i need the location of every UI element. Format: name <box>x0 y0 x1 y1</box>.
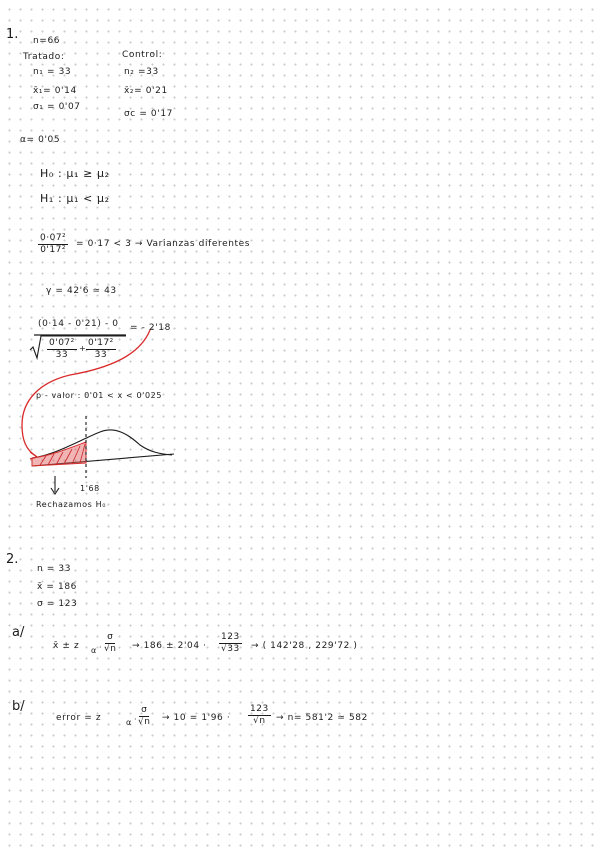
treated-mean: x̄₁= 0'14 <box>33 86 77 96</box>
treated-n: n₁ = 33 <box>33 67 72 77</box>
part-a-sub: α <box>91 646 97 655</box>
problem-1-number: 1. <box>6 27 19 42</box>
p2-sample-size: n = 33 <box>37 564 72 574</box>
variance-ratio-den: 0'17² <box>40 245 66 255</box>
part-a-frac2 <box>219 633 242 654</box>
density-curve <box>32 430 172 458</box>
part-b-result: → n= 581'2 ≃ 582 <box>276 713 368 723</box>
conclusion-text: Rechazamos H₀ <box>36 500 107 509</box>
part-a-frac2-num: 123 <box>221 632 240 642</box>
t-term-a-num: 0'07² <box>49 338 75 348</box>
baseline <box>32 454 174 466</box>
p2-sd: σ = 123 <box>37 599 78 609</box>
part-a-frac1 <box>104 633 116 654</box>
control-n: n₂ =33 <box>124 67 159 77</box>
variance-ratio <box>38 234 68 255</box>
t-term-b <box>86 339 116 360</box>
part-a-lhs: x̄ ± z <box>53 641 80 651</box>
part-b-frac2-den: √n <box>253 716 266 726</box>
p-value-range: p - valor : 0'01 < x < 0'025 <box>36 391 163 400</box>
part-b-frac1-den: √n <box>138 717 151 727</box>
part-b-label: b/ <box>12 699 25 714</box>
t-term-b-num: 0'17² <box>88 338 114 348</box>
part-b-frac1 <box>138 706 150 727</box>
red-arrowhead <box>30 452 37 459</box>
total-n: n=66 <box>33 36 61 46</box>
t-term-a <box>47 339 77 360</box>
alpha-value: α= 0'05 <box>20 135 61 145</box>
t-term-a-den: 33 <box>55 350 69 360</box>
null-hypothesis: H₀ : μ₁ ≥ μ₂ <box>40 167 110 180</box>
part-b-frac2 <box>248 705 271 726</box>
part-a-dot: · <box>99 643 103 652</box>
part-a-result: → ( 142'28 , 229'72 ) <box>251 641 358 651</box>
treated-sd: σ₁ = 0'07 <box>33 102 81 112</box>
part-b-frac1-num: σ <box>141 705 148 715</box>
part-a-middle: → 186 ± 2'04 · <box>132 641 207 651</box>
part-a-label: a/ <box>12 625 25 640</box>
degrees-of-freedom: γ = 42'6 ≃ 43 <box>46 286 117 296</box>
variance-ratio-num: 0·07² <box>40 233 67 243</box>
t-statistic-numerator: (0·14 - 0'21) - 0 <box>38 319 119 329</box>
treated-heading: Tratado: <box>23 52 65 62</box>
part-a-frac2-den: √33 <box>221 644 240 654</box>
p2-sample-mean: x̄ = 186 <box>37 582 77 592</box>
control-heading: Control: <box>122 50 163 60</box>
part-b-frac2-num: 123 <box>250 704 269 714</box>
control-mean: x̄₂= 0'21 <box>124 86 168 96</box>
part-a-frac1-num: σ <box>107 632 114 642</box>
part-b-lhs: error = z <box>56 713 102 723</box>
control-sd: σc = 0'17 <box>124 109 173 119</box>
rejection-region <box>32 442 86 466</box>
t-statistic-result: = - 2'18 <box>130 323 171 333</box>
part-b-dot: · <box>134 715 138 724</box>
critical-value-label: 1'68 <box>80 484 100 493</box>
part-a-frac1-den: √n <box>104 644 117 654</box>
alt-hypothesis: H₁ : μ₁ < μ₂ <box>40 192 110 205</box>
part-b-middle: → 10 = 1'96 · <box>162 713 231 723</box>
t-plus: + <box>79 344 87 353</box>
problem-2-number: 2. <box>6 552 19 567</box>
variance-conclusion: = 0·17 < 3 → Varianzas diferentes <box>76 239 251 249</box>
t-term-b-den: 33 <box>94 350 108 360</box>
part-b-sub: α <box>126 718 132 727</box>
